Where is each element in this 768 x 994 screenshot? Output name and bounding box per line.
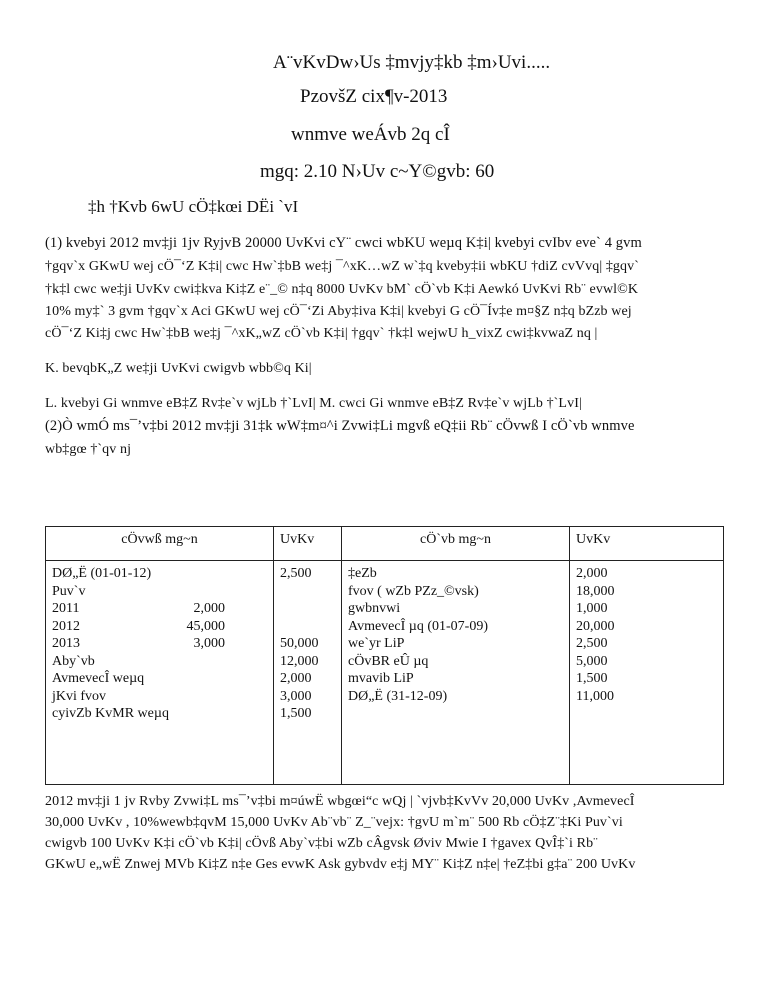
receipt-item: 2013 3,000 [52, 636, 225, 651]
header-amount-2: UvKv [570, 527, 724, 561]
header-amount-1: UvKv [274, 527, 342, 561]
header-subject: wnmve weÁvb 2q cÎ [291, 124, 450, 145]
payment-amount: 1,000 [576, 601, 608, 616]
receipt-item: 2012 45,000 [52, 618, 225, 634]
footer-line-1: 2012 mv‡ji 1 jv Rvby Zvwi‡L ms¯’v‡bi m¤úwË wbgœi“c wQj | `vjvb‡KvVv 20,000 UvKv ,AvmevecÎ [45, 794, 635, 809]
payment-item: AvmevecÎ µq (01-07-09) [348, 618, 488, 634]
receipt-amount [280, 583, 335, 601]
q1-line-5: cÖ¯‘Z Ki‡j cwc Hw`‡bB we‡j ¯^xK„wZ cÖ`vb K‡i| †gqv` †k‡l wejwU h_vixZ cwi‡kvwaZ nq | [45, 326, 598, 341]
payment-item: ‡eZb [348, 566, 377, 581]
q1-line-2: †gqv`x GKwU wej cÖ¯‘Z K‡i| cwc Hw`‡bB we‡j ¯^xK…wZ w`‡q kveby‡ii wbKU †diZ cvVvq| ‡gqv` [45, 259, 639, 274]
header-exam-title: PzovšZ cix¶v-2013 [300, 86, 448, 107]
payment-amount: 1,500 [576, 671, 608, 686]
receipt-amount: 1,500 [280, 706, 312, 721]
table-body-row [46, 561, 724, 785]
payments-amount-column [570, 561, 724, 785]
receipt-amount: 3,000 [280, 688, 312, 704]
instruction: ‡h †Kvb 6wU cÖ‡kœi DËi `vI [88, 197, 299, 216]
receipt-item: AvmevecÎ weµq [52, 671, 145, 686]
payment-item: fvov ( wZb PZz_©vsk) [348, 583, 479, 599]
q1-line-1: (1) kvebyi 2012 mv‡ji 1jv RyjvB 20000 UvKvi cY¨ cwci wbKU weµq K‡i| kvebyi cvIbv eve` 4 gvm [45, 235, 642, 251]
q1-part-k: K. bevqbK„Z we‡ji UvKvi cwigvb wbb©q Ki| [45, 361, 312, 376]
q2-line-2: wb‡gœ †`qv nj [45, 442, 132, 457]
payment-amount: 11,000 [576, 688, 614, 704]
receipts-amount-column [274, 561, 342, 785]
receipt-amount: 12,000 [280, 653, 319, 669]
receipts-column [46, 561, 274, 785]
receipt-item: cyivZb KvMR weµq [52, 706, 169, 721]
footer-line-2: 30,000 UvKv , 10%wewb‡qvM 15,000 UvKv Ab¨vb¨ Z_¨vejx: †gvU m`m¨ 500 Rb cÖ‡Z¨‡Ki Puv`vi [45, 815, 623, 830]
q1-line-3: †k‡l cwc we‡ji UvKv cwi‡kva Ki‡Z e¨_© n‡q 8000 UvKv bM` cÖ`vb K‡i Aewkó UvKvi Rb¨ evwl©K [45, 282, 639, 297]
payment-amount: 5,000 [576, 653, 608, 669]
payment-item: gwbnvwi [348, 601, 401, 616]
payment-item: cÖvBR eÛ µq [348, 653, 429, 669]
q1-part-l: L. kvebyi Gi wnmve eB‡Z Rv‡e`v wjLb †`LvI| M. cwci Gi wnmve eB‡Z Rv‡e`v wjLb †`LvI| [45, 396, 582, 411]
payment-item: we`yr LiP [348, 636, 405, 651]
receipt-amount: 2,500 [280, 566, 312, 581]
header-time-marks: mgq: 2.10 N›Uv c~Y©gvb: 60 [260, 161, 495, 182]
receipt-item: jKvi fvov [52, 688, 107, 704]
payment-amount: 2,500 [576, 636, 608, 651]
header-payments: cÖ`vb mg~n [342, 527, 570, 561]
receipt-amount [280, 600, 335, 618]
header-receipts: cÖvwß mg~n [46, 527, 274, 561]
payment-amount: 2,000 [576, 566, 608, 581]
payment-item: mvavib LiP [348, 671, 414, 686]
footer-line-4: GKwU e„wË Znwej MVb Ki‡Z n‡e Ges evwK Ask gybvdv e‡j MY¨ Ki‡Z n‡e| †eZ‡bi g‡a¨ 200 UvKv [45, 857, 636, 872]
receipt-amount [280, 618, 335, 636]
q1-line-4: 10% my‡` 3 gvm †gqv`x Aci GKwU wej cÖ¯‘Zi Aby‡iva K‡i| kvebyi G cÖ¯Ív‡e m¤§Z n‡q bZzb wej [45, 304, 632, 319]
table-header-row [46, 527, 724, 561]
receipt-item: Puv`v [52, 583, 86, 599]
payment-amount: 18,000 [576, 583, 615, 599]
footer-line-3: cwigvb 100 UvKv K‡i cÖ`vb K‡i| cÖvß Aby`v‡bi wZb cÂgvsk Øviv Mwie I †gavex QvÎ‡`i Rb¨ [45, 836, 598, 851]
receipt-amount: 2,000 [280, 671, 312, 686]
receipt-amount: 50,000 [280, 636, 319, 651]
q2-line-1: (2)Ò wmÓ ms¯’v‡bi 2012 mv‡ji 31‡k wW‡m¤^i Zvwi‡Li mgvß eQ‡ii Rb¨ cÖvwß I cÖ`vb wnmve [45, 418, 635, 434]
receipts-payments-table [45, 526, 724, 785]
header-line-1: A¨vKvDw›Us ‡mvjy‡kb ‡m›Uvi..... [273, 52, 551, 73]
receipt-item: Aby`vb [52, 653, 95, 669]
payment-item: DØ„Ë (31-12-09) [348, 688, 448, 704]
receipt-item: DØ„Ë (01-01-12) [52, 566, 152, 581]
payment-amount: 20,000 [576, 618, 615, 634]
payments-column [342, 561, 570, 785]
receipt-item: 2011 2,000 [52, 601, 225, 616]
